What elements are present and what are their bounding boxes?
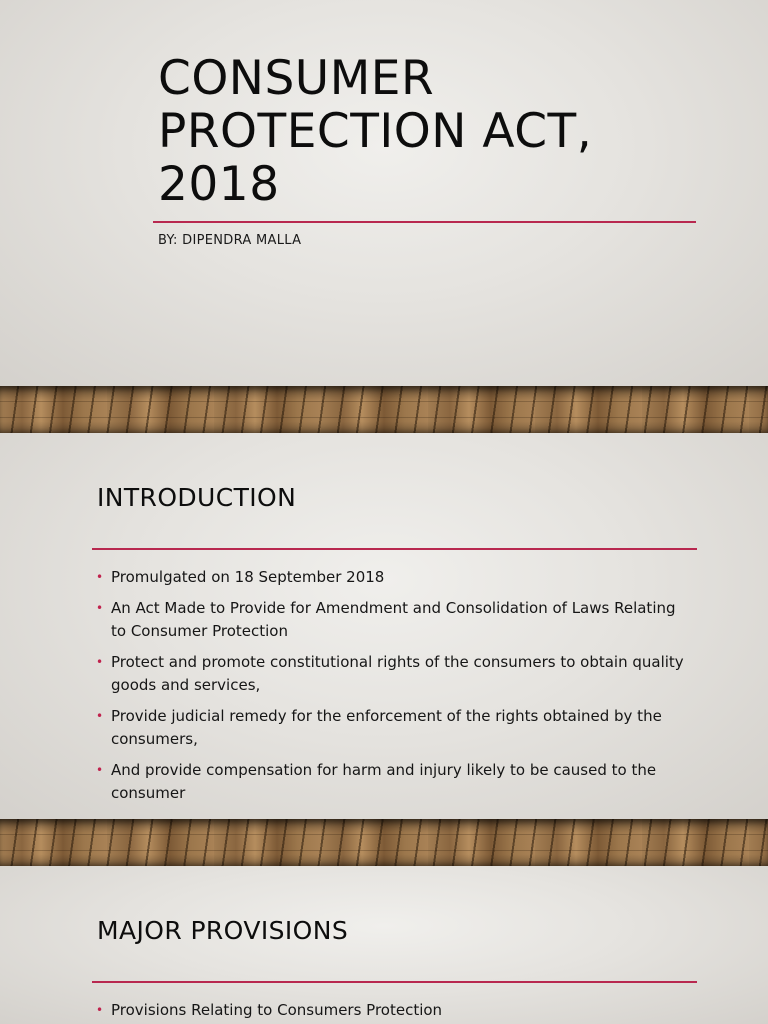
bullet-text: Protect and promote constitutional rights of the consumers to obtain quality goods and services,	[111, 652, 684, 694]
slide-heading: MAJOR PROVISIONS	[97, 916, 349, 945]
bullet-text: An Act Made to Provide for Amendment and Consolidation of Laws Relating to Consumer Protection	[111, 598, 676, 640]
wood-floor-strip	[0, 386, 768, 433]
bullet-dot-icon: •	[96, 1003, 104, 1017]
bullet-text: Provide judicial remedy for the enforcement of the rights obtained by the consumers,	[111, 706, 662, 748]
bullet-dot-icon: •	[96, 600, 104, 615]
bullet-text: And provide compensation for harm and injury likely to be caused to the consumer	[111, 760, 657, 802]
bullet-text: Provisions Relating to Consumers Protection	[111, 1001, 443, 1019]
bullet-dot-icon: •	[96, 570, 104, 584]
bullet-item	[96, 597, 686, 644]
bullet-list	[96, 999, 686, 1024]
bullet-dot-icon: •	[96, 654, 104, 669]
title-slide	[0, 0, 768, 386]
presentation-title: CONSUMER PROTECTION ACT, 2018	[158, 51, 593, 212]
heading-divider	[92, 981, 697, 983]
bullet-dot-icon: •	[96, 762, 104, 777]
major-provisions-slide	[0, 866, 768, 1024]
title-divider	[153, 221, 696, 223]
bullet-dot-icon: •	[96, 708, 104, 723]
bullet-item	[96, 705, 686, 752]
bullet-list	[96, 566, 686, 813]
heading-divider	[92, 548, 697, 550]
introduction-slide	[0, 433, 768, 819]
wood-floor-strip	[0, 819, 768, 866]
bullet-item	[96, 566, 686, 590]
slide-heading: INTRODUCTION	[97, 483, 297, 512]
bullet-item	[96, 759, 686, 806]
presentation-author: BY: DIPENDRA MALLA	[158, 233, 302, 248]
bullet-item	[96, 999, 686, 1023]
bullet-item	[96, 651, 686, 698]
bullet-text: Promulgated on 18 September 2018	[111, 568, 385, 586]
